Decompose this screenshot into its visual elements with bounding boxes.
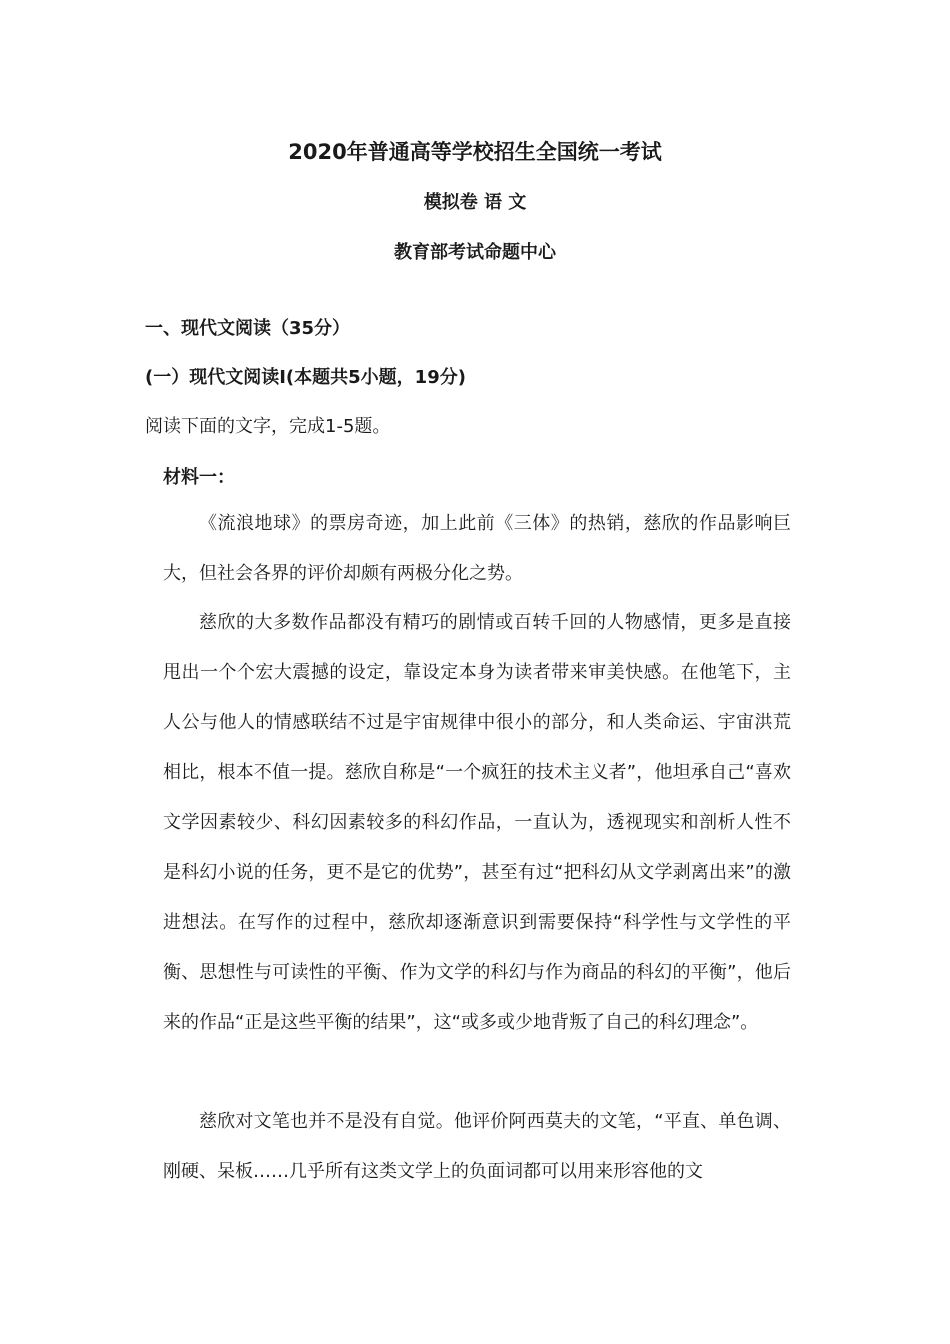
material-label: 材料一： <box>163 467 235 488</box>
section-subheading: (一）现代文阅读I(本题共5小题，19分) <box>145 367 466 388</box>
exam-title: 2020年普通高等学校招生全国统一考试 <box>288 140 662 164</box>
reading-instruction: 阅读下面的文字，完成1-5题。 <box>145 416 391 437</box>
issuer: 教育部考试命题中心 <box>394 242 556 263</box>
section-heading: 一、现代文阅读（35分） <box>145 318 351 339</box>
paragraph-2: 慈欣的大多数作品都没有精巧的剧情或百转千回的人物感情，更多是直接甩出一个个宏大震撼的设定，靠设定本身为读者带来审美快感。在他笔下，主人公与他人的情感联结不过是宇宙规律中很小的部分，和人类命运、宇宙洪荒相比，根本不值一提。慈欣自称是“一个疯狂的技术主义者”，他坦承自己“喜欢文学因素较少、科幻因素较多的科幻作品，一直认为，透视现实和剖析人性不是科幻小说的任务，更不是它的优势”，甚至有过“把科幻从文学剥离出来”的激进想法。在写作的过程中，慈欣却逐渐意识到需要保持“科学性与文学性的平衡、思想性与可读性的平衡、作为文学的科幻与作为商品的科幻的平衡”，他后来的作品“正是这些平衡的结果”，这“或多或少地背叛了自己的科幻理念”。 <box>163 612 791 1033</box>
paper-name: 模拟卷 语 文 <box>423 192 527 213</box>
paragraph-3: 慈欣对文笔也并不是没有自觉。他评价阿西莫夫的文笔，“平直、单色调、刚硬、呆板……几乎所有这类文学上的负面词都可以用来形容他的文 <box>163 1111 791 1182</box>
paragraph-1: 《流浪地球》的票房奇迹，加上此前《三体》的热销，慈欣的作品影响巨大，但社会各界的评价却颇有两极分化之势。 <box>163 513 791 584</box>
